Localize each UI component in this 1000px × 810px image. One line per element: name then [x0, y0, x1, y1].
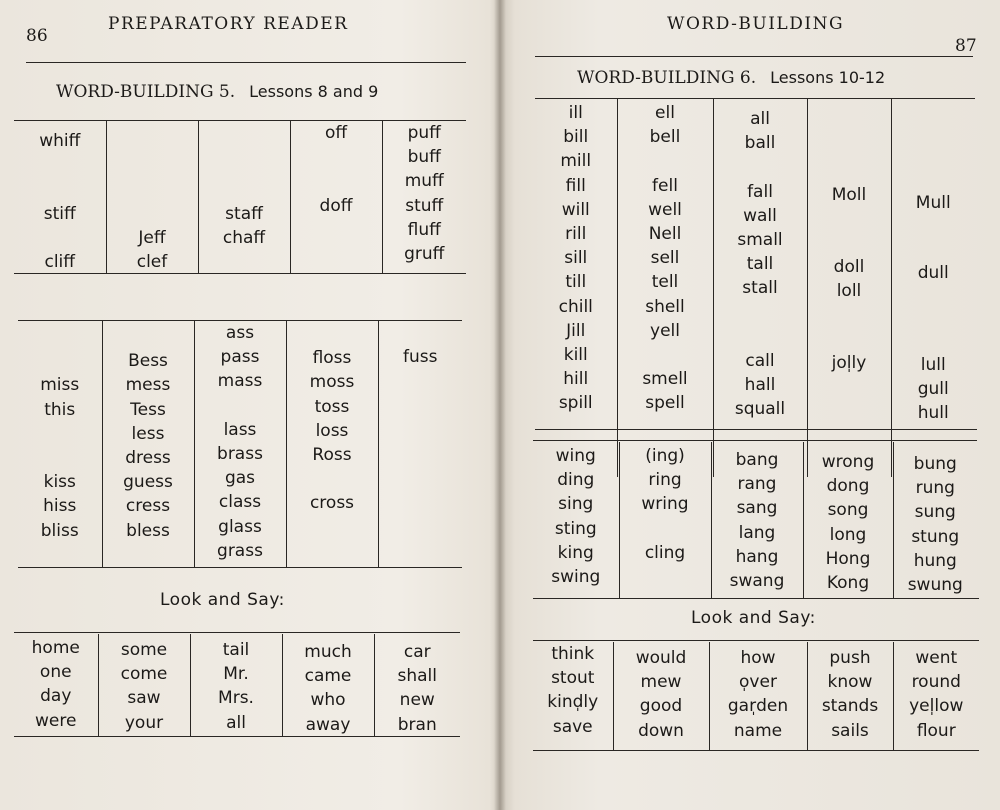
ng-col-1: wing ding sing sting king swing — [551, 446, 601, 588]
ll-word-loll: loll — [836, 281, 862, 302]
look-say-col-3: how o̩ver gar̩den name — [709, 642, 807, 750]
ff-col-5: puff buff muff stuff fluff gruff — [382, 121, 466, 274]
page-number: 87 — [955, 36, 977, 56]
page-number: 86 — [26, 26, 48, 46]
ll-col-2: ell bell fell well Nell sell tell shell yell smell spell — [617, 99, 713, 477]
ll-col-4 — [807, 99, 891, 477]
look-say-col-5: went round yel̩low flour — [893, 642, 979, 750]
ng-col-4: wrong dong song long Hong Kong — [803, 442, 893, 598]
lessons-label: Lessons 8 and 9 — [249, 82, 379, 101]
word-table-ng — [533, 442, 977, 598]
section-title-text: WORD-BUILDING 5. — [56, 82, 236, 102]
ff-col-4: off doff — [290, 121, 382, 274]
table-ng-bottom-rule — [533, 598, 979, 599]
ll-word-lull: lull — [920, 355, 946, 376]
section-title-text: WORD-BUILDING 6. — [577, 68, 757, 88]
table-ff-bottom-rule — [14, 273, 466, 274]
running-head: PREPARATORY READER — [108, 14, 349, 34]
header-rule — [535, 56, 973, 57]
look-and-say-label: Look and Say: — [691, 608, 816, 628]
table-ll-bottom-rule — [535, 429, 977, 430]
table-ng-top-rule — [533, 440, 977, 441]
ll-word-dull: dull — [917, 263, 949, 284]
ll-word-hull: hull — [917, 403, 949, 424]
ll-word-gull: gull — [917, 379, 949, 400]
header-rule — [26, 62, 466, 63]
look-and-say-table — [14, 634, 460, 737]
ss-col-1: miss this kiss hiss bliss — [40, 375, 80, 541]
look-say-col-1: home one day were — [31, 638, 80, 731]
ff-col-3: staff chaff — [198, 121, 290, 274]
word-table-ff — [14, 121, 466, 274]
running-head: WORD-BUILDING — [667, 14, 845, 34]
look-say-top-rule — [533, 640, 979, 641]
look-say-col-2: would mew good down — [613, 642, 709, 750]
ll-word-doll: doll — [833, 257, 865, 278]
ss-col-4: floss moss toss loss Ross cross — [286, 321, 378, 567]
look-and-say-table — [533, 642, 979, 750]
look-say-bottom-rule — [533, 750, 979, 751]
look-say-top-rule — [14, 632, 460, 633]
ll-word-jolly: jol̩ly — [831, 353, 867, 374]
right-page — [505, 0, 1000, 810]
look-say-col-4: push know stands sails — [807, 642, 893, 750]
section-title — [577, 68, 885, 88]
ss-col-2: Bess mess Tess less dress guess cress bless — [102, 321, 194, 567]
table-ss-bottom-rule — [18, 567, 462, 568]
look-say-bottom-rule — [14, 736, 460, 737]
look-say-col-3: tail Mr. Mrs. all — [190, 634, 282, 737]
ll-col-4-box — [808, 123, 891, 453]
ng-col-5: bung rung sung stung hung swung — [893, 442, 977, 598]
ss-col-3: ass pass mass lass brass gas class glass grass — [194, 321, 286, 567]
ll-word-mull: Mull — [915, 193, 951, 214]
ng-col-3: bang rang sang lang hang swang — [711, 442, 803, 598]
left-page — [0, 0, 495, 810]
ll-col-1: ill bill mill fill will rill sill till chill Jill kill hill spill — [558, 103, 593, 414]
ll-col-5 — [891, 99, 975, 477]
look-say-col-4: much came who away — [282, 634, 374, 737]
ff-col-1: whiff stiff cliff — [39, 131, 81, 273]
look-say-col-5: car shall new bran — [374, 634, 460, 737]
ff-col-2: Jeff clef — [106, 121, 198, 274]
section-title — [56, 82, 378, 102]
word-table-ll — [535, 99, 975, 477]
look-say-col-2: some come saw your — [98, 634, 190, 737]
ss-col-5: fuss — [378, 321, 462, 567]
ll-col-3: all ball fall wall small tall stall call hall squall — [713, 99, 807, 477]
ng-col-2: (ing) ring wring cling — [619, 442, 711, 598]
look-and-say-label: Look and Say: — [160, 590, 285, 610]
word-table-ss — [18, 321, 462, 567]
lessons-label: Lessons 10-12 — [770, 68, 886, 87]
ll-word-moll: Moll — [831, 185, 867, 206]
look-say-col-1: think stout kind̩ly save — [547, 644, 599, 737]
ll-col-5-box — [892, 123, 976, 453]
